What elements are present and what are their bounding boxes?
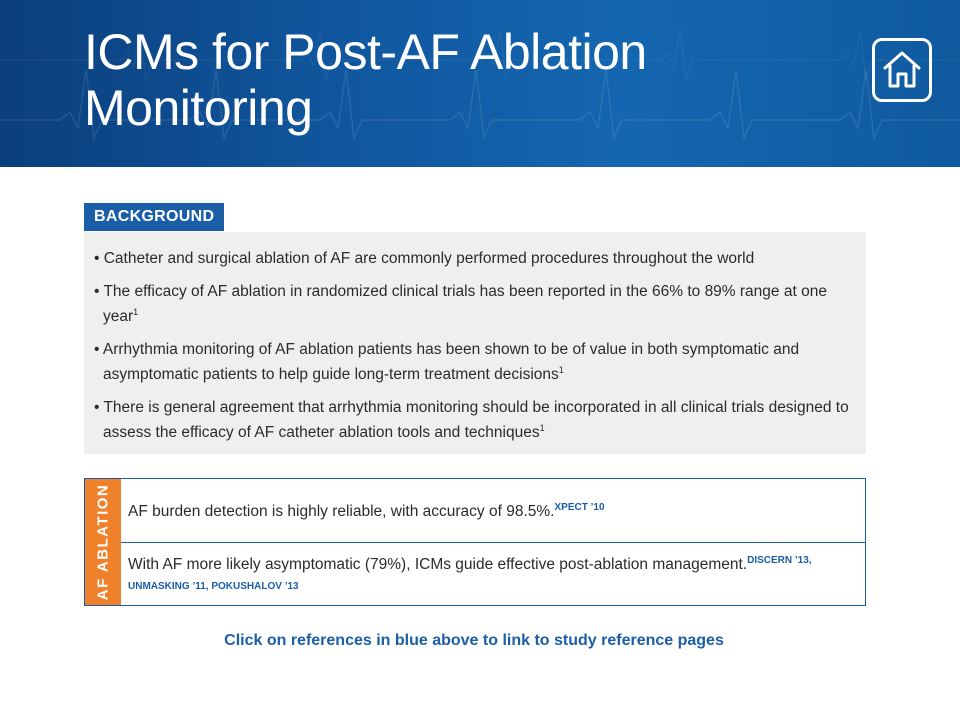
reference-instruction: Click on references in blue above to link to study reference pages bbox=[224, 632, 724, 649]
ref-link-unmasking-pokushalov[interactable]: UNMASKING ’11, POKUSHALOV ’13 bbox=[128, 580, 299, 592]
header-banner bbox=[0, 0, 960, 167]
ablation-row-1-text: AF burden detection is highly reliable, with accuracy of 98.5%. bbox=[128, 503, 555, 521]
ablation-box bbox=[84, 478, 866, 606]
bullet-item bbox=[94, 244, 852, 269]
background-label: BACKGROUND bbox=[84, 203, 224, 231]
bullet-sup: 1 bbox=[539, 423, 545, 434]
home-button[interactable] bbox=[872, 38, 932, 102]
bullet-item bbox=[94, 397, 852, 443]
title-line-2: Monitoring bbox=[84, 80, 313, 136]
bullet-text: Arrhythmia monitoring of AF ablation patients has been shown to be of value in both symptomatic and asymptomatic patients to help guide long-term treatment decisions bbox=[102, 341, 800, 384]
ablation-row-2 bbox=[121, 542, 865, 606]
ablation-side-label bbox=[85, 479, 121, 605]
background-panel bbox=[84, 232, 866, 454]
background-bullets bbox=[94, 244, 852, 444]
bullet-item bbox=[94, 339, 852, 385]
page-title bbox=[84, 24, 647, 136]
ref-link-xpect[interactable]: XPECT ’10 bbox=[554, 502, 605, 514]
ablation-row-1 bbox=[121, 479, 865, 542]
bullet-text: Catheter and surgical ablation of AF are commonly performed procedures throughout the world bbox=[103, 250, 755, 268]
ablation-label: AF ABLATION bbox=[94, 483, 112, 601]
title-line-1: ICMs for Post-AF Ablation bbox=[84, 24, 647, 80]
ablation-rows bbox=[121, 479, 865, 605]
bullet-text: There is general agreement that arrhythmia monitoring should be incorporated in all clinical trials designed to assess the efficacy of AF catheter ablation tools and techniques bbox=[103, 399, 849, 442]
ref-link-discern[interactable]: DISCERN ’13, bbox=[747, 554, 812, 566]
home-icon bbox=[881, 48, 923, 92]
ablation-row-2-text: With AF more likely asymptomatic (79%), ICMs guide effective post-ablation management. bbox=[128, 555, 748, 573]
bullet-sup: 1 bbox=[133, 307, 139, 318]
bullet-item bbox=[94, 281, 852, 327]
bullet-sup: 1 bbox=[558, 365, 564, 376]
bullet-text: The efficacy of AF ablation in randomized clinical trials has been reported in the 66% to 89% range at one year bbox=[103, 283, 827, 326]
